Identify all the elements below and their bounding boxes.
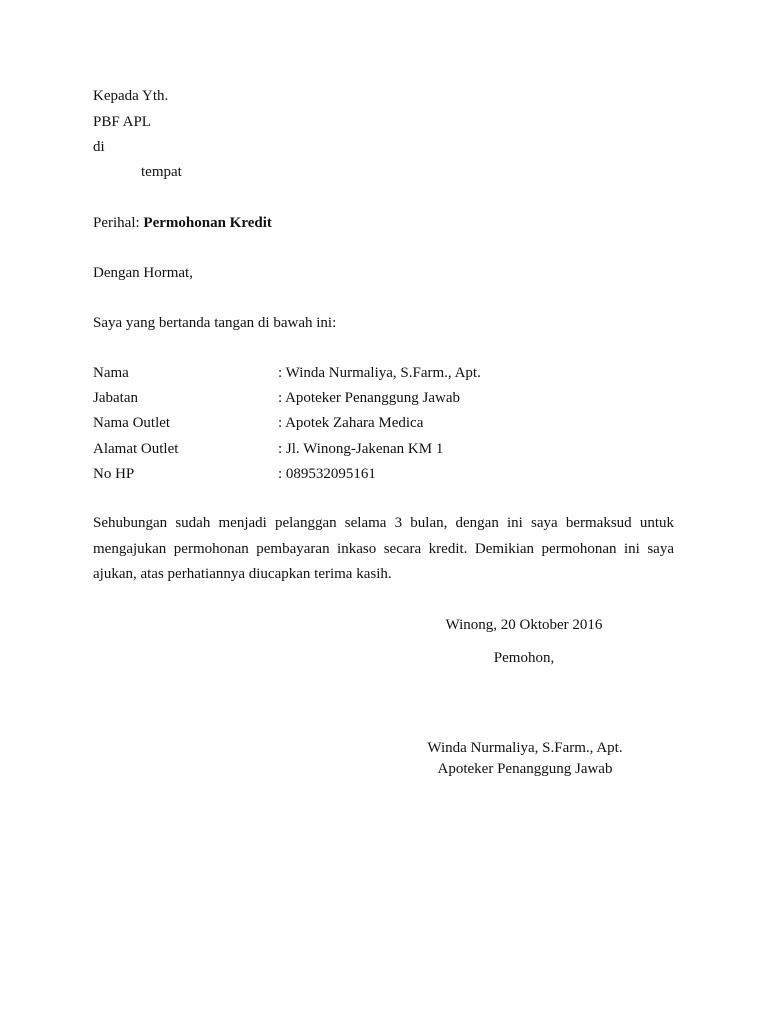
signer-title: Apoteker Penanggung Jawab xyxy=(437,761,613,777)
body-line-1: Sehubungan sudah menjadi pelanggan selama 3 bulan, dengan ini saya bermaksud untuk xyxy=(93,515,674,531)
subject-title: Permohonan Kredit xyxy=(143,215,272,231)
body-line-2: mengajukan permohonan pembayaran inkaso secara kredit. Demikian permohonan ini saya xyxy=(93,540,674,557)
applicant-label: Pemohon, xyxy=(493,650,555,666)
intro-sentence: Saya yang bertanda tangan di bawah ini: xyxy=(93,315,337,331)
signer-name: Winda Nurmaliya, S.Farm., Apt. xyxy=(427,740,623,756)
detail-label-name: Nama xyxy=(93,365,129,381)
detail-label-position: Jabatan xyxy=(93,390,138,406)
detail-value-outlet-name: : Apotek Zahara Medica xyxy=(278,415,424,431)
recipient-place: tempat xyxy=(141,164,182,180)
recipient-salutation: Kepada Yth. xyxy=(93,88,169,104)
greeting: Dengan Hormat, xyxy=(93,265,193,281)
place-date: Winong, 20 Oktober 2016 xyxy=(445,617,603,633)
detail-label-outlet-name: Nama Outlet xyxy=(93,415,171,431)
detail-value-name: : Winda Nurmaliya, S.Farm., Apt. xyxy=(278,365,481,381)
subject-label: Perihal: xyxy=(93,215,140,231)
recipient-company: PBF APL xyxy=(93,114,151,130)
body-paragraph xyxy=(93,511,674,588)
detail-label-outlet-address: Alamat Outlet xyxy=(93,441,179,457)
detail-value-outlet-address: : Jl. Winong-Jakenan KM 1 xyxy=(278,441,444,457)
detail-value-phone: : 089532095161 xyxy=(278,466,376,482)
recipient-di: di xyxy=(93,139,105,155)
detail-value-position: : Apoteker Penanggung Jawab xyxy=(278,390,461,406)
body-line-3: ajukan, atas perhatiannya diucapkan terima kasih. xyxy=(93,566,392,582)
detail-label-phone: No HP xyxy=(93,466,135,482)
subject-line xyxy=(93,214,272,232)
